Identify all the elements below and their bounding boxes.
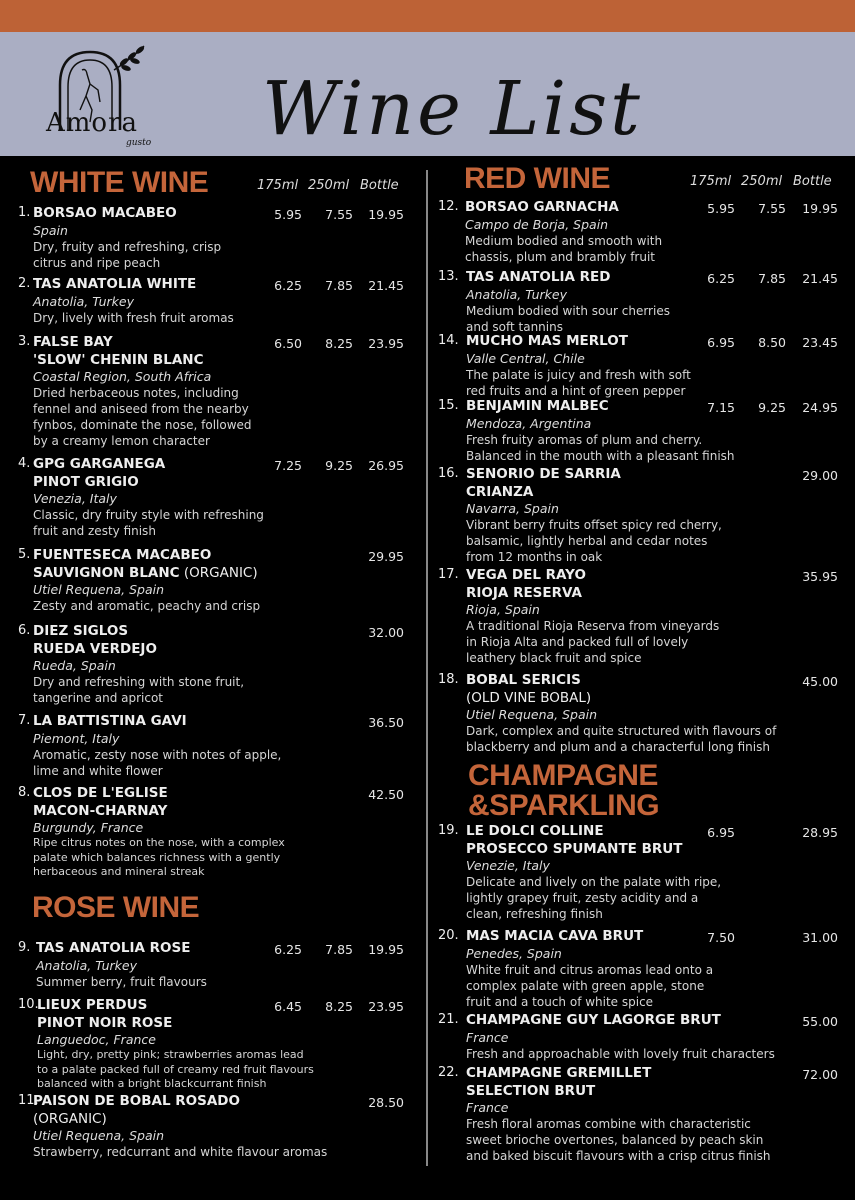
wine-region: Anatolia, Turkey xyxy=(36,957,138,973)
wine-number: 7. xyxy=(18,713,31,728)
price-250ml: 7.85 xyxy=(325,278,353,293)
wine-region: France xyxy=(466,1100,509,1115)
price-250ml: 8.25 xyxy=(325,336,353,351)
price-250ml: 7.85 xyxy=(325,942,353,957)
wine-name: GPG GARGANEGA xyxy=(33,456,166,472)
wine-description: Classic, dry fruity style with refreshing xyxy=(33,508,264,522)
wine-description: complex palate with green apple, stone xyxy=(466,978,705,993)
champagne-heading xyxy=(468,761,659,821)
wine-number: 12. xyxy=(438,199,459,214)
wine-name-line2: PROSECCO SPUMANTE BRUT xyxy=(466,840,683,857)
white-col-bottle: Bottle xyxy=(360,178,399,193)
wine-region: Valle Central, Chile xyxy=(466,350,585,366)
wine-item-14 xyxy=(438,333,848,398)
wine-description: to a palate packed full of creamy red fruit flavours xyxy=(37,1062,314,1076)
wine-item-1 xyxy=(18,205,418,270)
wine-region: Navarra, Spain xyxy=(466,501,559,516)
wine-region: Penedes, Spain xyxy=(466,945,562,961)
price-250ml: 7.55 xyxy=(758,201,786,216)
wine-name-line2: (OLD VINE BOBAL) xyxy=(466,689,592,706)
wine-region: Utiel Requena, Spain xyxy=(466,707,598,722)
wine-description: Medium bodied with sour cherries xyxy=(466,303,670,318)
wine-description: Light, dry, pretty pink; strawberries aromas lead xyxy=(37,1048,304,1061)
wine-region: Utiel Requena, Spain xyxy=(33,1128,165,1143)
price-175ml: 7.25 xyxy=(274,458,302,473)
wine-description: Zesty and aromatic, peachy and crisp xyxy=(33,599,261,613)
price-bottle: 72.00 xyxy=(802,1067,838,1082)
wine-item-11 xyxy=(18,1093,418,1159)
wine-name: PAISON DE BOBAL ROSADO xyxy=(33,1093,240,1109)
wine-description: Dry and refreshing with stone fruit, xyxy=(33,675,245,689)
wine-description: balsamic, lightly herbal and cedar notes xyxy=(466,534,708,548)
price-250ml: 9.25 xyxy=(758,400,786,415)
wine-item-6 xyxy=(18,623,418,705)
page-title: Wine List xyxy=(262,66,643,152)
price-175ml: 6.50 xyxy=(274,336,302,351)
wine-number: 21. xyxy=(438,1012,459,1027)
price-bottle: 36.50 xyxy=(368,715,404,730)
wine-name-line2: RIOJA RESERVA xyxy=(466,584,583,601)
price-bottle: 21.45 xyxy=(802,271,838,286)
wine-number: 10. xyxy=(18,997,39,1012)
wine-name-line2: SELECTION BRUT xyxy=(466,1082,596,1099)
wine-name: FALSE BAY xyxy=(33,334,113,350)
wine-item-22 xyxy=(438,1065,848,1163)
wine-region: Anatolia, Turkey xyxy=(466,286,568,302)
wine-description: Dark, complex and quite structured with flavours of xyxy=(466,724,777,738)
price-bottle: 19.95 xyxy=(368,942,404,957)
wine-name: MUCHO MAS MERLOT xyxy=(466,333,628,349)
price-250ml: 7.55 xyxy=(325,207,353,222)
wine-description: Dry, lively with fresh fruit aromas xyxy=(33,310,234,325)
wine-item-20 xyxy=(438,928,848,1009)
wine-description: A traditional Rioja Reserva from vineyards xyxy=(466,619,720,633)
wine-description: lightly grapey fruit, zesty acidity and a xyxy=(466,891,699,905)
price-175ml: 6.45 xyxy=(274,999,302,1014)
wine-region: Spain xyxy=(33,222,68,238)
red-col-250: 250ml xyxy=(741,174,783,189)
wine-item-7 xyxy=(18,713,418,778)
price-175ml: 5.95 xyxy=(274,207,302,222)
wine-number: 3. xyxy=(18,334,31,349)
wine-name: FUENTESECA MACABEO xyxy=(33,547,212,563)
price-bottle: 32.00 xyxy=(368,625,404,640)
wine-description: Strawberry, redcurrant and white flavour aromas xyxy=(33,1145,328,1159)
white-wine-heading: WHITE WINE xyxy=(30,166,209,199)
wine-item-16 xyxy=(438,466,848,564)
wine-description: lime and white flower xyxy=(33,763,163,778)
wine-item-21 xyxy=(438,1012,848,1061)
wine-description: fruit and zesty finish xyxy=(33,524,156,538)
wine-name: LIEUX PERDUS xyxy=(37,997,148,1013)
wine-description: palate which balances richness with a gently xyxy=(33,850,281,864)
wine-name: CHAMPAGNE GUY LAGORGE BRUT xyxy=(466,1012,721,1028)
wine-name: MAS MACIA CAVA BRUT xyxy=(466,928,644,944)
wine-item-17 xyxy=(438,567,848,665)
wine-region: France xyxy=(466,1029,509,1045)
wine-description: from 12 months in oak xyxy=(466,550,603,564)
wine-number: 5. xyxy=(18,547,31,562)
price-250ml: 7.85 xyxy=(758,271,786,286)
wine-number: 19. xyxy=(438,823,459,838)
wine-number: 15. xyxy=(438,398,459,413)
wine-description: Vibrant berry fruits offset spicy red cherry, xyxy=(466,518,722,532)
wine-number: 6. xyxy=(18,623,31,638)
price-175ml: 5.95 xyxy=(707,201,735,216)
price-bottle: 23.95 xyxy=(368,999,404,1014)
wine-region: Piemont, Italy xyxy=(33,730,120,746)
wine-name-line2: MACON-CHARNAY xyxy=(33,802,168,819)
wine-item-3 xyxy=(18,334,418,448)
wine-description: Dry, fruity and refreshing, crisp xyxy=(33,239,222,254)
wine-name: BORSAO GARNACHA xyxy=(465,199,619,215)
price-bottle: 19.95 xyxy=(368,207,404,222)
wine-name: CHAMPAGNE GREMILLET xyxy=(466,1065,652,1081)
wine-region: Venezie, Italy xyxy=(466,858,550,873)
champagne-heading-line1: CHAMPAGNE xyxy=(468,759,658,792)
wine-name: SENORIO DE SARRIA xyxy=(466,466,621,482)
wine-name-line2: PINOT NOIR ROSE xyxy=(37,1014,173,1031)
column-divider xyxy=(426,170,428,1166)
price-175ml: 6.25 xyxy=(274,278,302,293)
wine-description: Ripe citrus notes on the nose, with a complex xyxy=(33,836,285,849)
wine-description: leathery black fruit and spice xyxy=(466,651,642,665)
wine-description: Fresh fruity aromas of plum and cherry. xyxy=(466,432,703,447)
wine-description: The palate is juicy and fresh with soft xyxy=(466,367,691,382)
wine-name: LA BATTISTINA GAVI xyxy=(33,713,187,729)
wine-name: DIEZ SIGLOS xyxy=(33,623,129,639)
wine-description: White fruit and citrus aromas lead onto a xyxy=(466,962,714,977)
wine-name: TAS ANATOLIA RED xyxy=(466,269,611,285)
wine-item-13 xyxy=(438,269,848,334)
wine-number: 1. xyxy=(18,205,31,220)
wine-number: 18. xyxy=(438,672,459,687)
wine-number: 14. xyxy=(438,333,459,348)
header-banner xyxy=(0,32,855,156)
wine-item-19 xyxy=(438,823,848,921)
wine-description: Balanced in the mouth with a pleasant finish xyxy=(466,448,735,463)
wine-description: Summer berry, fruit flavours xyxy=(36,974,207,989)
wine-item-9 xyxy=(18,940,418,989)
wine-number: 2. xyxy=(18,276,31,291)
price-175ml: 6.95 xyxy=(707,825,735,840)
wine-region: Languedoc, France xyxy=(37,1032,156,1047)
price-bottle: 28.95 xyxy=(802,825,838,840)
wine-number: 20. xyxy=(438,928,459,943)
champagne-heading-line2: &SPARKLING xyxy=(468,789,660,822)
wine-region: Utiel Requena, Spain xyxy=(33,582,165,597)
red-wine-heading: RED WINE xyxy=(464,162,610,195)
price-bottle: 42.50 xyxy=(368,787,404,802)
price-bottle: 26.95 xyxy=(368,458,404,473)
wine-name-line2: 'SLOW' CHENIN BLANC xyxy=(33,351,204,368)
wine-number: 11. xyxy=(18,1093,39,1108)
price-bottle: 23.95 xyxy=(368,336,404,351)
wine-name: BENJAMIN MALBEC xyxy=(466,398,609,414)
wine-description: sweet brioche overtones, balanced by peach skin xyxy=(466,1133,764,1147)
wine-description: Dried herbaceous notes, including xyxy=(33,386,239,400)
wine-item-4 xyxy=(18,456,418,538)
wine-description: and soft tannins xyxy=(466,319,563,334)
price-bottle: 45.00 xyxy=(802,674,838,689)
wine-item-2 xyxy=(18,276,418,325)
price-175ml: 6.95 xyxy=(707,335,735,350)
wine-description: fennel and aniseed from the nearby xyxy=(33,402,249,416)
wine-name-line2: PINOT GRIGIO xyxy=(33,473,139,490)
wine-region: Venezia, Italy xyxy=(33,491,117,506)
price-175ml: 7.50 xyxy=(707,930,735,945)
price-bottle: 55.00 xyxy=(802,1014,838,1029)
logo-name: Amora xyxy=(46,108,139,138)
wine-description: Fresh and approachable with lovely fruit characters xyxy=(466,1046,775,1061)
price-bottle: 28.50 xyxy=(368,1095,404,1110)
price-175ml: 6.25 xyxy=(707,271,735,286)
wine-name: VEGA DEL RAYO xyxy=(466,567,586,583)
wine-name-line2: RUEDA VERDEJO xyxy=(33,640,157,657)
white-col-250: 250ml xyxy=(308,178,350,193)
wine-item-15 xyxy=(438,398,848,463)
wine-item-18 xyxy=(438,672,848,754)
wine-description: Medium bodied and smooth with xyxy=(465,233,663,248)
top-accent-bar xyxy=(0,0,855,32)
wine-description: red fruits and a hint of green pepper xyxy=(466,383,686,398)
wine-description: fynbos, dominate the nose, followed xyxy=(33,418,252,432)
wine-description: chassis, plum and brambly fruit xyxy=(465,249,655,264)
wine-region: Coastal Region, South Africa xyxy=(33,369,212,384)
wine-name: LE DOLCI COLLINE xyxy=(466,823,604,839)
wine-description: Fresh floral aromas combine with characteristic xyxy=(466,1117,751,1131)
wine-name-line2: SAUVIGNON BLANC (ORGANIC) xyxy=(33,564,258,581)
amora-logo xyxy=(40,40,160,150)
wine-number: 17. xyxy=(438,567,459,582)
wine-name: TAS ANATOLIA WHITE xyxy=(33,276,197,292)
wine-number: 8. xyxy=(18,785,31,800)
wine-description: herbaceous and mineral streak xyxy=(33,865,205,878)
price-bottle: 35.95 xyxy=(802,569,838,584)
rose-wine-heading: ROSE WINE xyxy=(32,891,200,924)
price-250ml: 8.25 xyxy=(325,999,353,1014)
price-bottle: 31.00 xyxy=(802,930,838,945)
wine-number: 13. xyxy=(438,269,459,284)
wine-name: TAS ANATOLIA ROSE xyxy=(36,940,191,956)
wine-description: in Rioja Alta and packed full of lovely xyxy=(466,635,689,649)
wine-name-line2: (ORGANIC) xyxy=(33,1110,107,1127)
wine-name: CLOS DE L'EGLISE xyxy=(33,785,168,801)
wine-number: 22. xyxy=(438,1065,459,1080)
price-bottle: 29.95 xyxy=(368,549,404,564)
wine-region: Campo de Borja, Spain xyxy=(465,216,609,232)
wine-region: Rioja, Spain xyxy=(466,602,540,617)
price-bottle: 23.45 xyxy=(802,335,838,350)
wine-number: 16. xyxy=(438,466,459,481)
wine-item-8 xyxy=(18,785,418,878)
wine-description: and baked biscuit flavours with a crisp citrus finish xyxy=(466,1149,771,1163)
wine-description: blackberry and plum and a characterful long finish xyxy=(466,740,770,754)
price-250ml: 9.25 xyxy=(325,458,353,473)
wine-name-line2: CRIANZA xyxy=(466,483,534,500)
wine-name: BOBAL SERICIS xyxy=(466,672,581,688)
red-col-bottle: Bottle xyxy=(793,174,832,189)
wine-description: citrus and ripe peach xyxy=(33,255,161,270)
wine-description: Delicate and lively on the palate with ripe, xyxy=(466,875,722,889)
wine-region: Mendoza, Argentina xyxy=(466,415,592,431)
wine-region: Anatolia, Turkey xyxy=(33,293,135,309)
logo-subtitle: gusto xyxy=(126,138,152,148)
price-bottle: 19.95 xyxy=(802,201,838,216)
wine-item-5 xyxy=(18,547,418,613)
white-col-175: 175ml xyxy=(257,178,299,193)
wine-description: Aromatic, zesty nose with notes of apple, xyxy=(33,747,282,762)
price-175ml: 6.25 xyxy=(274,942,302,957)
wine-number: 4. xyxy=(18,456,31,471)
red-col-175: 175ml xyxy=(690,174,732,189)
price-bottle: 29.00 xyxy=(802,468,838,483)
wine-item-10 xyxy=(18,997,418,1090)
wine-name: BORSAO MACABEO xyxy=(33,205,177,221)
price-175ml: 7.15 xyxy=(707,400,735,415)
wine-description: fruit and a touch of white spice xyxy=(466,994,654,1009)
wine-item-12 xyxy=(438,199,848,264)
wine-description: tangerine and apricot xyxy=(33,691,164,705)
wine-description: clean, refreshing finish xyxy=(466,907,603,921)
wine-description: balanced with a bright blackcurrant finish xyxy=(37,1077,267,1090)
wine-region: Rueda, Spain xyxy=(33,658,116,673)
price-bottle: 24.95 xyxy=(802,400,838,415)
wine-region: Burgundy, France xyxy=(33,820,144,835)
price-bottle: 21.45 xyxy=(368,278,404,293)
price-250ml: 8.50 xyxy=(758,335,786,350)
wine-description: by a creamy lemon character xyxy=(33,434,210,448)
wine-number: 9. xyxy=(18,940,31,955)
